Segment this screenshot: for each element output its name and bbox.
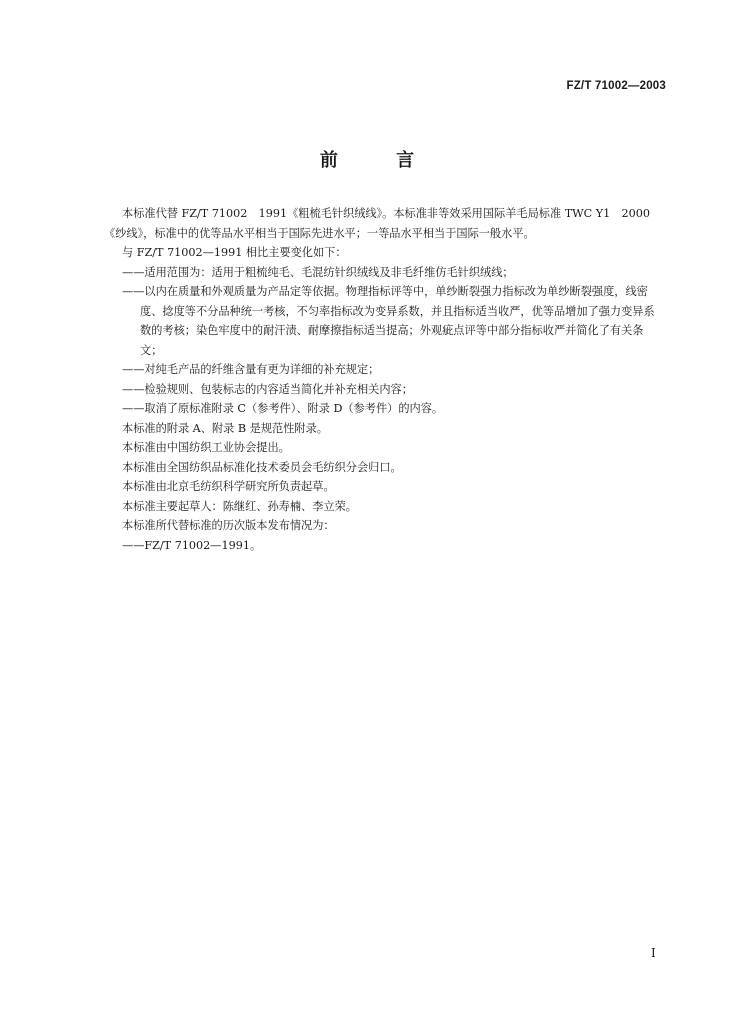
list-item-annex-removed: ——取消了原标准附录 C（参考件）、附录 D（参考件）的内容。 xyxy=(122,402,444,415)
list-item-fiber-content: ——对纯毛产品的纤维含量有更为详细的补充规定； xyxy=(122,363,380,376)
paragraph-annexes: 本标准的附录 A、附录 B 是规范性附录。 xyxy=(122,421,328,435)
paragraph-authors: 本标准主要起草人：陈继红、孙寿楠、李立荣。 xyxy=(122,499,357,513)
paragraph-replacement: 本标准代替 FZ/T 71002 1991《粗梳毛针织绒线》。本标准非等效采用国际羊毛局标准 TWC Y1 2000《纱线》，标准中的优等品水平相当于国际先进水平；一等品水平相当于国际一般水平。 xyxy=(104,207,650,240)
page-number: I xyxy=(651,946,656,960)
list-item-quality: ——以内在质量和外观质量为产品定等依据。物理指标评等中，单纱断裂强力指标改为单纱断裂强度，线密度、捻度等不分品种统一考核，不匀率指标改为变异系数，并且指标适当收严，优等品增加了强力变异系数的考核；染色牢度中的耐汗渍、耐摩擦指标适当提高；外观疵点评等中部分指标收严并简化了有关条文； xyxy=(122,285,655,357)
list-item-inspection: ——检验规则、包装标志的内容适当简化并补充相关内容； xyxy=(122,382,413,396)
paragraph-committee: 本标准由全国纺织品标准化技术委员会毛纺织分会归口。 xyxy=(122,460,402,474)
foreword-body xyxy=(104,204,664,555)
paragraph-history: 本标准所代替标准的历次版本发布情况为： xyxy=(122,519,335,532)
page-title: 前 言 xyxy=(319,150,441,171)
paragraph-changes-intro: 与 FZ/T 71002—1991 相比主要变化如下： xyxy=(122,246,347,259)
list-item-scope: ——适用范围为：适用于粗梳纯毛、毛混纺针织绒线及非毛纤维仿毛针织绒线； xyxy=(122,265,514,279)
paragraph-drafter: 本标准由北京毛纺织科学研究所负责起草。 xyxy=(122,480,335,493)
standard-number: FZ/T 71002—2003 xyxy=(566,80,666,92)
list-item-previous-version: ——FZ/T 71002—1991。 xyxy=(122,538,262,552)
paragraph-proposer: 本标准由中国纺织工业协会提出。 xyxy=(122,441,290,454)
